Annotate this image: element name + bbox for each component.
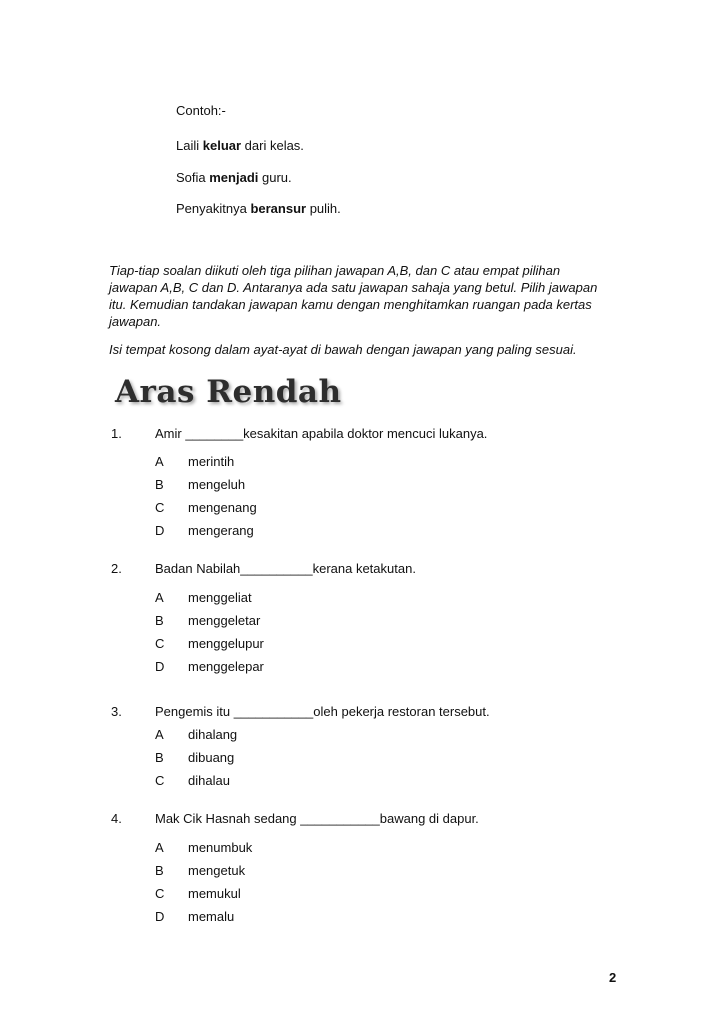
question-2-option-d: menggelepar (188, 659, 264, 674)
instructions-fill-in: Isi tempat kosong dalam ayat-ayat di bawah dengan jawapan yang paling sesuai. (109, 342, 577, 357)
instructions-paragraph: Tiap-tiap soalan diikuti oleh tiga pilihan jawapan A,B, dan C atau empat pilihan jawapan A,B, C dan D. Antaranya ada satu jawapan sahaja yang betul. Pilih jawapan itu. Kemudian tandakan jawapan kamu dengan menghitamkan ruangan pada kertas jawapan. (109, 263, 598, 329)
question-3-option-b-letter: B (155, 750, 164, 765)
question-1-option-d: mengerang (188, 523, 254, 538)
question-2-option-d-letter: D (155, 659, 165, 674)
example-line-3-after: pulih. (306, 201, 341, 216)
question-2-number: 2. (111, 561, 122, 576)
question-4-option-c: memukul (188, 886, 241, 901)
question-1-option-c: mengenang (188, 500, 257, 515)
question-2-option-b-letter: B (155, 613, 164, 628)
question-1-option-a: merintih (188, 454, 235, 469)
example-line-1-bold: keluar (202, 138, 242, 153)
question-3-option-a-letter: A (155, 727, 164, 742)
question-2-option-b: menggeletar (188, 613, 261, 628)
question-1-option-a-letter: A (155, 454, 164, 469)
question-3-option-b: dibuang (188, 750, 235, 765)
question-4-number: 4. (111, 811, 122, 826)
question-3-option-c: dihalau (188, 773, 230, 788)
example-line-3-bold: beransur (250, 201, 307, 216)
question-1-option-c-letter: C (155, 500, 165, 515)
question-3-number: 3. (111, 704, 122, 719)
example-line-2-bold: menjadi (209, 170, 259, 185)
example-line-2-after: guru. (258, 170, 292, 185)
question-1-text: Amir ________kesakitan apabila doktor mencuci lukanya. (155, 426, 488, 441)
question-4-option-d: memalu (188, 909, 235, 924)
question-1-option-b: mengeluh (188, 477, 246, 492)
question-1-option-d-letter: D (155, 523, 165, 538)
example-line-1-before: Laili (176, 138, 203, 153)
example-line-1 (176, 138, 304, 153)
question-3-text: Pengemis itu ___________oleh pekerja restoran tersebut. (155, 704, 490, 719)
example-line-3 (176, 201, 341, 216)
question-2-text: Badan Nabilah__________kerana ketakutan. (155, 561, 416, 576)
question-4-option-b-letter: B (155, 863, 164, 878)
question-2-option-a: menggeliat (188, 590, 252, 605)
question-4-option-a-letter: A (155, 840, 164, 855)
question-4-option-a: menumbuk (188, 840, 253, 855)
question-2-option-a-letter: A (155, 590, 164, 605)
section-title: Aras Rendah (115, 374, 342, 410)
example-line-2-before: Sofia (176, 170, 210, 185)
question-3-option-c-letter: C (155, 773, 165, 788)
page-number: 2 (609, 970, 617, 985)
example-line-3-before: Penyakitnya (176, 201, 251, 216)
example-line-2 (176, 170, 292, 185)
question-3-option-a: dihalang (188, 727, 238, 742)
question-4-text: Mak Cik Hasnah sedang ___________bawang di dapur. (155, 811, 479, 826)
question-2-option-c-letter: C (155, 636, 165, 651)
question-4-option-c-letter: C (155, 886, 165, 901)
question-2-option-c: menggelupur (188, 636, 264, 651)
question-1-number: 1. (111, 426, 122, 441)
question-4-option-d-letter: D (155, 909, 165, 924)
question-1-option-b-letter: B (155, 477, 164, 492)
example-line-1-after: dari kelas. (241, 138, 304, 153)
example-label: Contoh:- (176, 103, 226, 118)
question-4-option-b: mengetuk (188, 863, 246, 878)
